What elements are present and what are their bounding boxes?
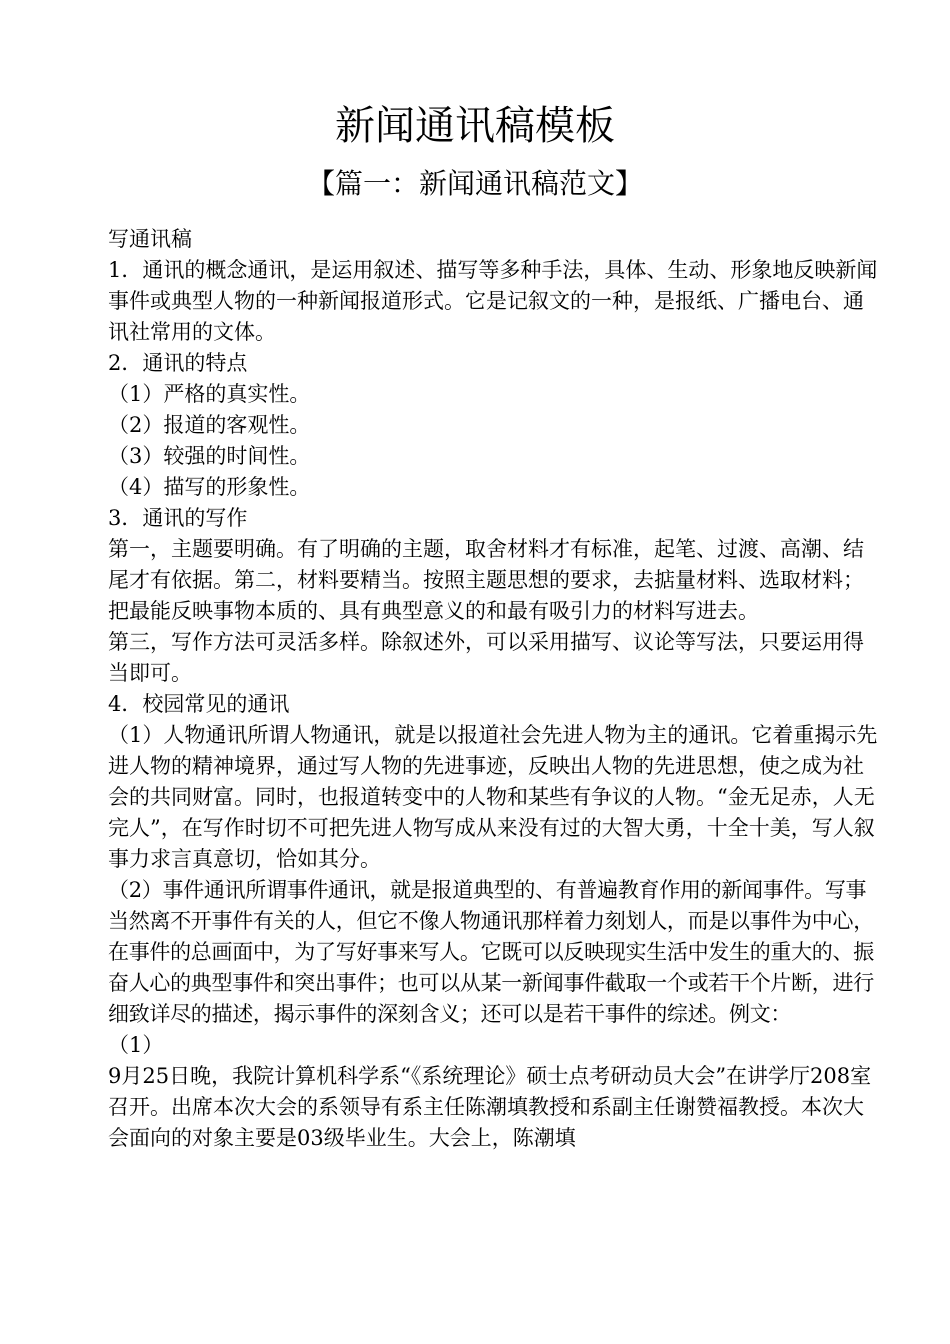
paragraph: （1）人物通讯所谓人物通讯，就是以报道社会先进人物为主的通讯。它着重揭示先进人物的精神境界，通过写人物的先进事迹，反映出人物的先进思想，使之成为社会的共同财富。同时，也报道转变中的人物和某些有争议的人物。“金无足赤，人无完人”，在写作时切不可把先进人物写成从来没有过的大智大勇，十全十美，写人叙事力求言真意切，恰如其分。 xyxy=(108,723,878,871)
paragraph: 9月25日晚，我院计算机科学系“《系统理论》硕士点考研动员大会”在讲学厅208室召开。出席本次大会的系领导有系主任陈潮填教授和系副主任谢赞福教授。本次大会面向的对象主要是03级毕业生。大会上，陈潮填 xyxy=(108,1064,872,1150)
paragraph: 写通讯稿 xyxy=(108,227,192,251)
section-heading: 4．校园常见的通讯 xyxy=(108,692,290,716)
section-heading: 3．通讯的写作 xyxy=(108,506,248,530)
section-heading: 2．通讯的特点 xyxy=(108,351,248,375)
list-item: （4）描写的形象性。 xyxy=(108,475,311,499)
paragraph: （2）事件通讯所谓事件通讯，就是报道典型的、有普遍教育作用的新闻事件。写事当然离不开事件有关的人，但它不像人物通讯那样着力刻划人，而是以事件为中心，在事件的总画面中，为了写好事来写人。它既可以反映现实生活中发生的重大的、振奋人心的典型事件和突出事件；也可以从某一新闻事件截取一个或若干个片断，进行细致详尽的描述，揭示事件的深刻含义；还可以是若干事件的综述。例文： xyxy=(108,878,874,1026)
paragraph: 第一，主题要明确。有了明确的主题，取舍材料才有标准，起笔、过渡、高潮、结尾才有依据。第二，材料要精当。按照主题思想的要求，去掂量材料、选取材料；把最能反映事物本质的、具有典型意义的和最有吸引力的材料写进去。 xyxy=(108,537,864,623)
paragraph: 第三，写作方法可灵活多样。除叙述外，可以采用描写、议论等写法，只要运用得当即可。 xyxy=(108,630,864,685)
list-item: （1）严格的真实性。 xyxy=(108,382,311,406)
document-title: 新闻通讯稿模板 xyxy=(335,103,615,149)
document-body xyxy=(108,224,878,1154)
paragraph: （1） xyxy=(108,1033,164,1057)
paragraph: 1．通讯的概念通讯，是运用叙述、描写等多种手法，具体、生动、形象地反映新闻事件或典型人物的一种新闻报道形式。它是记叙文的一种，是报纸、广播电台、通讯社常用的文体。 xyxy=(108,258,878,344)
document-subtitle: 【篇一：新闻通讯稿范文】 xyxy=(306,167,643,200)
list-item: （3）较强的时间性。 xyxy=(108,444,311,468)
list-item: （2）报道的客观性。 xyxy=(108,413,311,437)
